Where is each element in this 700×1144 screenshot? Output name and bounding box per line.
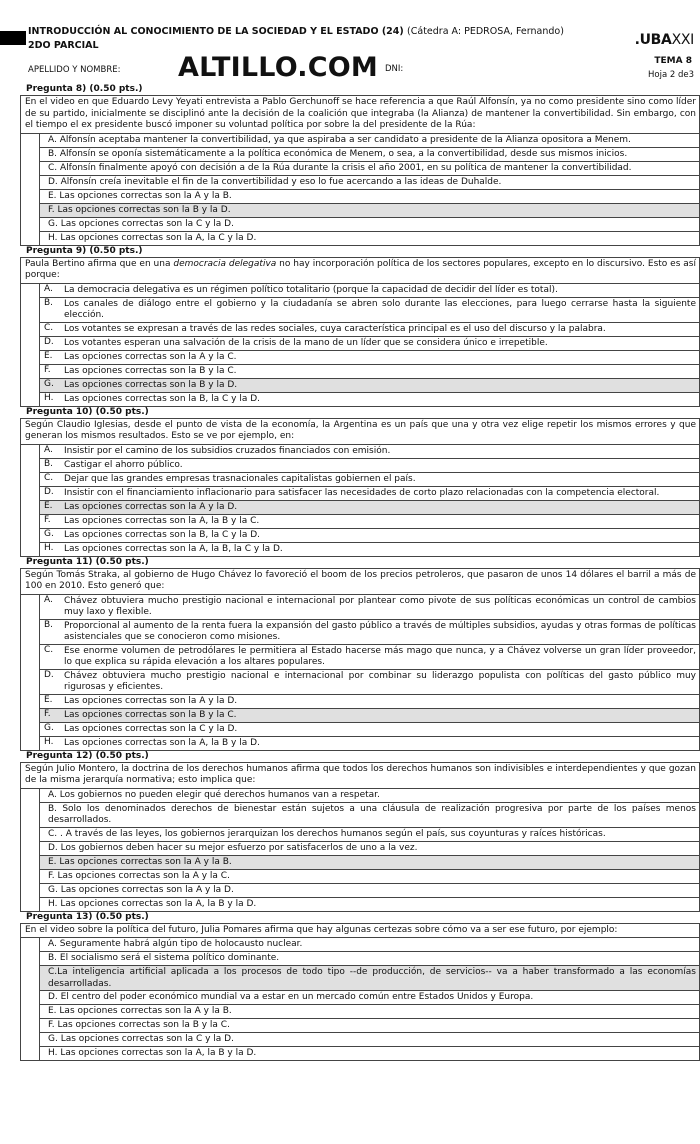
option-row[interactable] — [39, 619, 699, 644]
options-list — [21, 595, 699, 751]
option-text: Chávez obtuviera mucho prestigio nacional e internacional por plantear como pivote de sus políticas económicas un control de cambios muy laxo y flexible. — [64, 595, 696, 617]
question-block — [20, 418, 700, 557]
option-letter: D. — [44, 669, 54, 680]
option-text: Las opciones correctas son la B y la C. — [64, 709, 699, 722]
option-row[interactable] — [39, 1046, 699, 1060]
option-letter: C. — [44, 472, 54, 483]
option-letter: A. — [44, 594, 53, 605]
option-row[interactable] — [39, 1018, 699, 1032]
option-letter: D. — [44, 486, 54, 497]
option-text: E. Las opciones correctas son la A y la B. — [48, 190, 232, 201]
option-text: Las opciones correctas son la A, la B, la C y la D. — [64, 543, 283, 554]
option-row[interactable] — [39, 528, 699, 542]
question-text: En el video en que Eduardo Levy Yeyati entrevista a Pablo Gerchunoff se hace referencia a que Raúl Alfonsín, ya no como presidente sino como líder de su partido, inicialmente se disciplinó ante la decisión de la coalición que integraba (la Alianza) de mantener la convertibilidad. Sin embargo, con el tiempo el ex presidente buscó imponer su voluntad política por sobre la del presidente de la Rúa: — [21, 96, 699, 134]
option-letter: G. — [40, 379, 64, 392]
uba-logo — [635, 32, 694, 48]
option-row[interactable] — [39, 472, 699, 486]
option-text: A. Los gobiernos no pueden elegir qué derechos humanos van a respetar. — [48, 789, 380, 800]
page-number: Hoja 2 de3 — [647, 70, 694, 80]
option-text: B. Alfonsín se oponía sistemáticamente a la política económica de Menem, o sea, a la convertibilidad, desde sus mismos inicios. — [48, 148, 628, 159]
option-text: Las opciones correctas son la C y la D. — [64, 723, 238, 734]
option-row[interactable] — [39, 694, 699, 708]
black-tab-mark — [0, 31, 26, 45]
option-text: H. Las opciones correctas son la A, la C y la D. — [48, 232, 257, 243]
option-row[interactable] — [39, 827, 699, 841]
options-list — [21, 134, 699, 246]
option-row[interactable] — [39, 595, 699, 619]
option-letter: H. — [44, 392, 54, 403]
option-text: C.La inteligencia artificial aplicada a los procesos de todo tipo --de producción, de servicios-- va a haber transformado a las economías desarrolladas. — [40, 966, 699, 990]
option-row[interactable] — [39, 392, 699, 406]
option-letter: B. — [44, 458, 54, 469]
question-text: Según Claudio Iglesias, desde el punto de vista de la economía, la Argentina es un país que una y otra vez elige repetir los mismos errores y que generan los mismos resultados. Esto se ve por ejemplo, en: — [21, 419, 699, 445]
options-list — [21, 445, 699, 557]
question-title: Pregunta 9) (0.50 pts.) — [26, 245, 143, 256]
option-row[interactable] — [39, 965, 699, 990]
option-text: Las opciones correctas son la A, la B y la C. — [64, 515, 260, 526]
option-text: C. Alfonsín finalmente apoyó con decisión a de la Rúa durante la crisis el año 2001, en su política de mantener la convertibilidad. — [48, 162, 632, 173]
question-text-emphasis: democracia delegativa — [173, 258, 277, 269]
option-text: Las opciones correctas son la A y la D. — [64, 501, 699, 514]
option-text: D. Los gobiernos deben hacer su mejor esfuerzo por satisfacerlos de uno a la vez. — [48, 842, 418, 853]
option-row[interactable] — [39, 869, 699, 883]
option-row[interactable] — [39, 736, 699, 750]
option-row[interactable] — [39, 514, 699, 528]
option-row[interactable] — [39, 500, 699, 514]
option-row[interactable] — [39, 175, 699, 189]
option-text: Las opciones correctas son la A y la D. — [64, 695, 238, 706]
option-row[interactable] — [39, 708, 699, 722]
option-row[interactable] — [39, 350, 699, 364]
option-letter: F. — [44, 364, 51, 375]
course-title — [28, 26, 564, 37]
option-text: E. Las opciones correctas son la A y la B. — [40, 856, 699, 869]
option-text: Insistir por el camino de los subsidios cruzados financiados con emisión. — [64, 445, 391, 456]
option-row[interactable] — [39, 938, 699, 951]
option-text: Las opciones correctas son la B, la C y la D. — [64, 529, 261, 540]
question-text-post: no hay incorporación política de los sectores populares, excepto en lo discursivo. Esto es así porque: — [25, 258, 696, 280]
uba-suffix: XXI — [671, 32, 694, 48]
options-list — [21, 789, 699, 912]
watermark: ALTILLO.COM — [178, 52, 378, 83]
option-row[interactable] — [39, 789, 699, 802]
option-row[interactable] — [39, 364, 699, 378]
option-letter: D. — [44, 336, 54, 347]
option-text: D. El centro del poder económico mundial va a estar en un mercado común entre Estados Unidos y Europa. — [48, 992, 534, 1002]
option-letter: A. — [44, 444, 53, 455]
option-text: B. El socialismo será el sistema político dominante. — [48, 953, 280, 963]
exam-name: 2DO PARCIAL — [28, 40, 99, 51]
option-letter: G. — [44, 528, 54, 539]
option-text: Las opciones correctas son la A, la B y la D. — [64, 737, 260, 748]
option-text: Las opciones correctas son la B y la C. — [64, 365, 237, 376]
option-row[interactable] — [39, 231, 699, 245]
option-row[interactable] — [39, 669, 699, 694]
question-block — [20, 568, 700, 751]
option-text: B. Solo los denominados derechos de bienestar están sujetos a una cláusula de realización progresiva por parte de los países menos desarrollados. — [48, 803, 696, 825]
option-text: F. Las opciones correctas son la B y la D. — [40, 204, 699, 217]
question-text: Según Julio Montero, la doctrina de los derechos humanos afirma que todos los derechos humanos son indivisibles e interdependientes y que gozan de la misma jerarquía normativa; esto implica que: — [21, 763, 699, 789]
catedra: (Cátedra A: PEDROSA, Fernando) — [407, 26, 564, 37]
option-text: A. Alfonsín aceptaba mantener la convertibilidad, ya que aspiraba a ser candidato a presidente de la Alianza opositora a Menem. — [48, 134, 631, 145]
question-text: Según Tomás Straka, al gobierno de Hugo Chávez lo favoreció el boom de los precios petroleros, que pasaron de unos 14 dólares el barril a más de 100 en 2010. Esto generó que: — [21, 569, 699, 595]
option-text: Las opciones correctas son la A y la C. — [64, 351, 237, 362]
option-letter: F. — [40, 709, 64, 722]
option-row[interactable] — [39, 486, 699, 500]
uba-prefix: .UBA — [634, 32, 672, 48]
question-title: Pregunta 8) (0.50 pts.) — [26, 84, 143, 94]
question-block — [20, 257, 700, 407]
option-text: H. Las opciones correctas son la A, la B y la D. — [48, 1048, 257, 1058]
option-letter: B. — [44, 297, 54, 308]
questions-container — [20, 84, 700, 1061]
tema-label: TEMA 8 — [654, 56, 692, 66]
option-text: G. Las opciones correctas son la C y la D. — [48, 1034, 234, 1044]
option-row[interactable] — [39, 297, 699, 322]
option-row[interactable] — [39, 458, 699, 472]
option-row[interactable] — [39, 644, 699, 669]
option-text: H. Las opciones correctas son la A, la B y la D. — [48, 898, 257, 909]
option-row[interactable] — [39, 897, 699, 911]
question-title: Pregunta 12) (0.50 pts.) — [26, 750, 149, 761]
option-letter: E. — [40, 501, 64, 514]
option-row[interactable] — [39, 1004, 699, 1018]
question-block — [20, 923, 700, 1062]
option-row[interactable] — [39, 189, 699, 203]
option-text: Los votantes esperan una salvación de la crisis de la mano de un líder que se considera único e irrepetible. — [64, 337, 548, 348]
option-letter: C. — [44, 644, 54, 655]
option-text: G. Las opciones correctas son la A y la D. — [48, 884, 234, 895]
option-text: Castigar el ahorro público. — [64, 459, 183, 470]
option-row[interactable] — [39, 284, 699, 297]
course-name: INTRODUCCIÓN AL CONOCIMIENTO DE LA SOCIEDAD Y EL ESTADO (24) — [28, 26, 404, 37]
option-text: Dejar que las grandes empresas trasnacionales capitalistas gobiernen el país. — [64, 473, 416, 484]
option-text: G. Las opciones correctas son la C y la D. — [48, 218, 234, 229]
question-title: Pregunta 11) (0.50 pts.) — [26, 556, 149, 567]
option-letter: H. — [44, 736, 54, 747]
option-row[interactable] — [39, 883, 699, 897]
option-row[interactable] — [39, 855, 699, 869]
option-row[interactable] — [39, 722, 699, 736]
question-title: Pregunta 13) (0.50 pts.) — [26, 911, 149, 922]
option-row[interactable] — [39, 841, 699, 855]
option-row[interactable] — [39, 378, 699, 392]
option-text: Las opciones correctas son la B, la C y la D. — [64, 393, 261, 404]
option-row[interactable] — [39, 445, 699, 458]
option-letter: B. — [44, 619, 54, 630]
option-row[interactable] — [39, 217, 699, 231]
option-text: Chávez obtuviera mucho prestigio nacional e internacional por combinar su liderazgo populista con políticas del gasto público muy rigurosas y eficientes. — [64, 670, 696, 692]
question-text: En el video sobre la política del futuro, Julia Pomares afirma que hay algunas certezas sobre cómo va a ser ese futuro, por ejemplo: — [21, 924, 699, 939]
option-row[interactable] — [39, 322, 699, 336]
question-text-pre: Paula Bertino afirma que en una — [25, 258, 174, 269]
question-block — [20, 762, 700, 912]
apellido-label: APELLIDO Y NOMBRE: — [28, 65, 121, 75]
option-text: Proporcional al aumento de la renta fuera la expansión del gasto público a través de múltiples subsidios, ayudas y otras formas de políticas asistenciales que se conocieron como misiones. — [64, 620, 696, 642]
option-text: F. Las opciones correctas son la A y la C. — [48, 870, 230, 881]
option-text: Insistir con el financiamiento inflacionario para satisfacer las necesidades de corto plazo relacionadas con la competencia electoral. — [64, 487, 660, 498]
options-list — [21, 938, 699, 1061]
question-title: Pregunta 10) (0.50 pts.) — [26, 406, 149, 417]
option-text: Los canales de diálogo entre el gobierno y la ciudadanía se abren solo durante las elecciones, para luego cerrarse hasta la siguiente elección. — [64, 298, 696, 320]
options-list — [21, 284, 699, 407]
option-text: C. . A través de las leyes, los gobiernos jerarquizan los derechos humanos según el país, sus coyunturas y raíces históricas. — [48, 828, 606, 839]
option-letter: A. — [44, 283, 53, 294]
option-row[interactable] — [39, 990, 699, 1004]
option-letter: G. — [44, 722, 54, 733]
option-text: Las opciones correctas son la B y la D. — [64, 379, 699, 392]
option-text: Los votantes se expresan a través de las redes sociales, cuya característica principal es el uso del discurso y la palabra. — [64, 323, 606, 334]
question-text — [21, 258, 699, 284]
question-block — [20, 95, 700, 246]
option-row[interactable] — [39, 951, 699, 965]
option-row[interactable] — [39, 203, 699, 217]
option-row[interactable] — [39, 147, 699, 161]
option-text: F. Las opciones correctas son la B y la C. — [48, 1020, 230, 1030]
option-text: D. Alfonsín creía inevitable el fin de la convertibilidad y eso lo fue acercando a las ideas de Duhalde. — [48, 176, 502, 187]
option-text: E. Las opciones correctas son la A y la B. — [48, 1006, 232, 1016]
option-letter: E. — [44, 694, 53, 705]
option-row[interactable] — [39, 161, 699, 175]
option-row[interactable] — [39, 1032, 699, 1046]
option-row[interactable] — [39, 134, 699, 147]
option-row[interactable] — [39, 542, 699, 556]
option-letter: C. — [44, 322, 54, 333]
option-letter: H. — [44, 542, 54, 553]
option-letter: F. — [44, 514, 51, 525]
option-row[interactable] — [39, 336, 699, 350]
option-row[interactable] — [39, 802, 699, 827]
option-letter: E. — [44, 350, 53, 361]
option-text: Ese enorme volumen de petrodólares le permitiera al Estado hacerse más mago que nunca, y a Chávez volverse un gran líder proveedor, lo que explica su rápida elevación a los altares populares. — [64, 645, 696, 667]
dni-label: DNI: — [385, 64, 404, 74]
option-text: A. Seguramente habrá algún tipo de holocausto nuclear. — [48, 939, 303, 949]
option-text: La democracia delegativa es un régimen político totalitario (porque la capacidad de decidir del líder es total). — [64, 284, 558, 295]
